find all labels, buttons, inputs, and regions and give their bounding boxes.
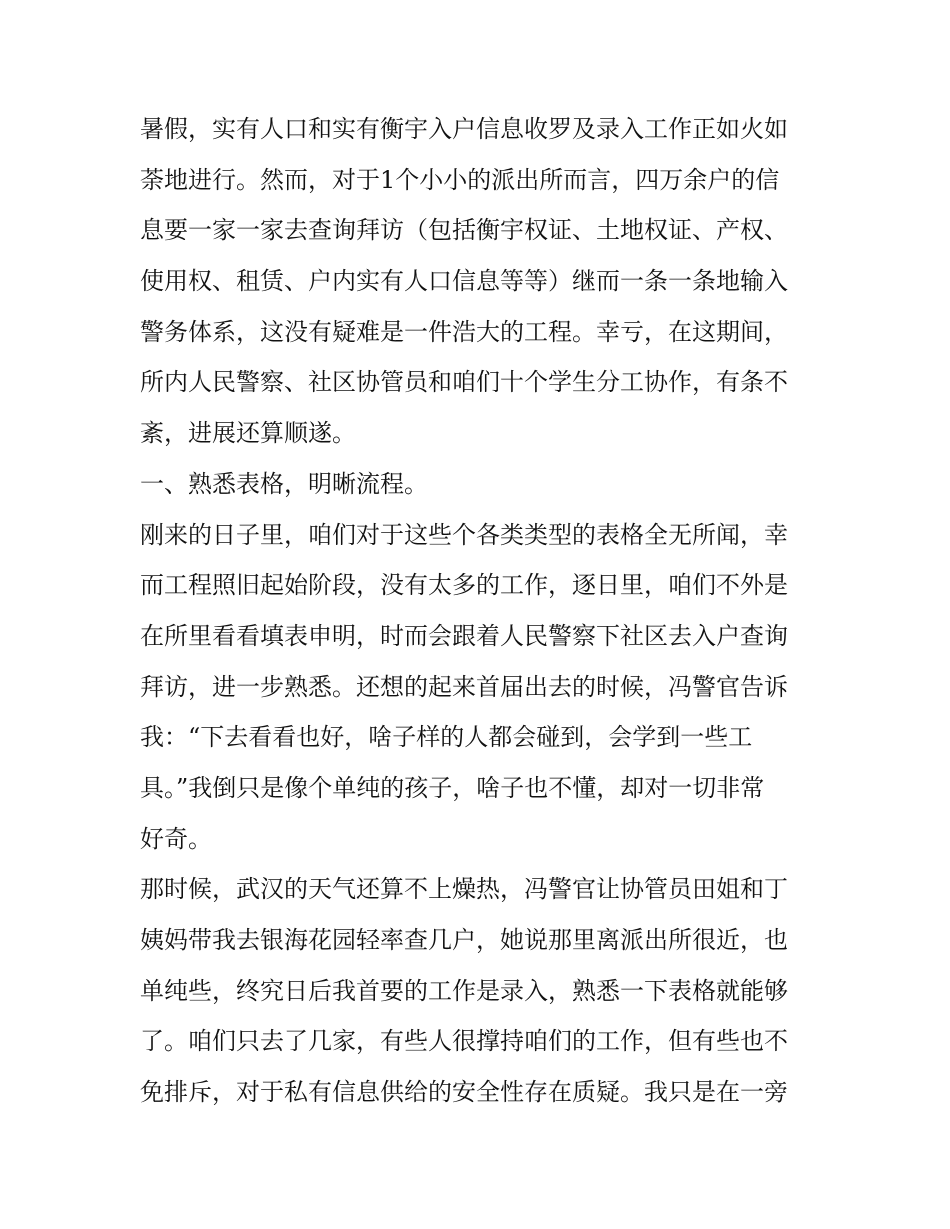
text-line: 紊，进展还算顺遂。 [140,419,356,448]
text-line: 免排斥，对于私有信息供给的安全性存在质疑。我只是在一旁 [140,1078,788,1107]
text-line: 单纯些，终究日后我首要的工作是录入，熟悉一下表格就能够 [140,976,788,1005]
text-line: 荼地进行。然而，对于1个小小的派出所而言，四万余户的信 [140,165,780,194]
document-body [140,104,820,1118]
text-line: 了。咱们只去了几家，有些人很撑持咱们的工作，但有些也不 [140,1027,788,1056]
text-line: 好奇。 [140,824,212,853]
text-line: 我：“下去看看也好，啥子样的人都会碰到，会学到一些工 [140,723,753,752]
section-heading: 一、熟悉表格，明晰流程。 [140,469,428,498]
text-line: 姨妈带我去银海花园轻率查几户，她说那里离派出所很近，也 [140,926,788,954]
text-line: 具。”我倒只是像个单纯的孩子，啥子也不懂，却对一切非常 [140,773,765,802]
text-line: 那时候，武汉的天气还算不上燥热，冯警官让协管员田姐和丁 [140,875,788,904]
text-line: 息要一家一家去查询拜访（包括衡宇权证、土地权证、产权、 [140,216,788,245]
text-line: 所内人民警察、社区协管员和咱们十个学生分工协作，有条不 [140,368,788,397]
text-line: 刚来的日子里，咱们对于这些个各类类型的表格全无所闻，幸 [140,520,788,549]
text-line: 警务体系，这没有疑难是一件浩大的工程。幸亏，在这期间， [140,317,788,346]
text-line: 使用权、租赁、户内实有人口信息等等）继而一条一条地输入 [140,267,788,296]
text-line: 拜访，进一步熟悉。还想的起来首届出去的时候，冯警官告诉 [140,672,788,701]
text-line: 在所里看看填表申明，时而会跟着人民警察下社区去入户查询 [140,621,788,650]
text-line: 暑假，实有人口和实有衡宇入户信息收罗及录入工作正如火如 [140,115,788,143]
text-line: 而工程照旧起始阶段，没有太多的工作，逐日里，咱们不外是 [140,571,788,600]
